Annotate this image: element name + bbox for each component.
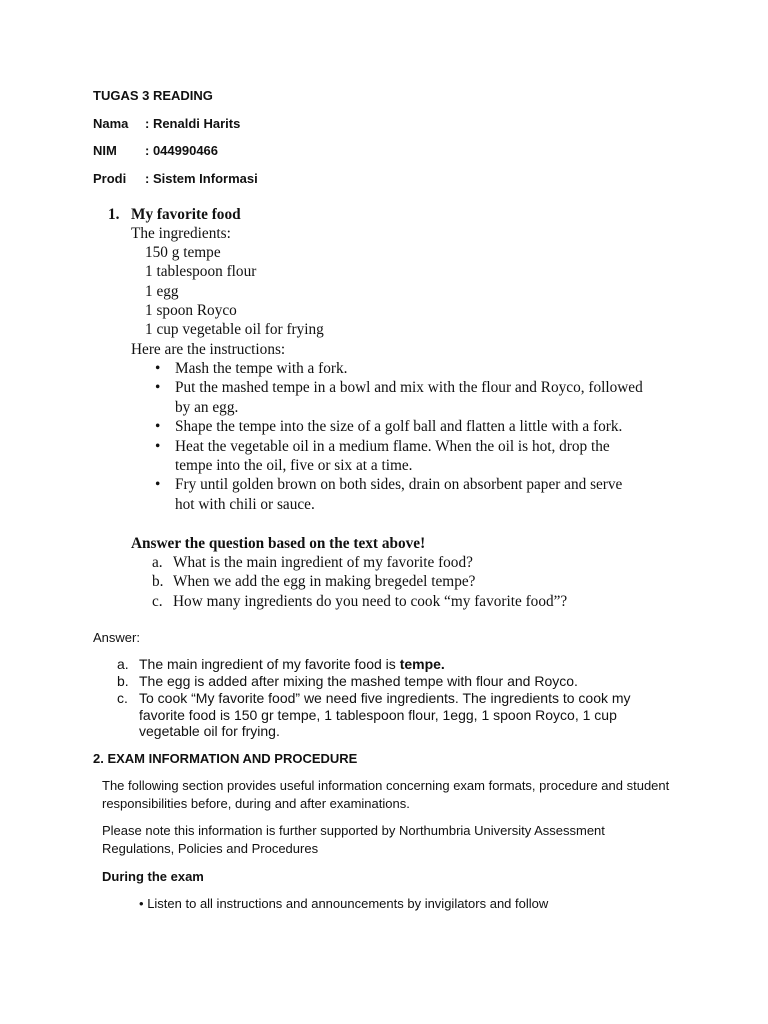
during-exam-text: Listen to all instructions and announcements by invigilators and follow (147, 896, 549, 911)
during-exam-item (139, 895, 548, 913)
question-heading: Answer the question based on the text above! (131, 535, 426, 552)
ingredient-item: 1 cup vegetable oil for frying (145, 321, 324, 338)
bullet-icon: • (155, 360, 161, 377)
bullet-icon: • (139, 896, 144, 911)
instruction-item (155, 417, 655, 436)
nim-label: NIM (93, 143, 117, 158)
instructions-list (155, 359, 655, 514)
exam-paragraph: Please note this information is further supported by Northumbria University Assessment Regulations, Policies and Procedures (102, 823, 605, 856)
name-label: Nama (93, 116, 129, 131)
ingredient-item: 1 spoon Royco (145, 302, 237, 319)
answer-heading: Answer: (93, 630, 140, 645)
instruction-item (155, 378, 645, 417)
answer-a-text: The main ingredient of my favorite food is (139, 656, 400, 672)
ingredients-heading: The ingredients: (131, 225, 231, 242)
answer-text: To cook “My favorite food” we need five ingredients. The ingredients to cook my favorite food is 150 gr tempe, 1 tablespoon flour, 1egg, 1 spoon Royco, 1 cup vegetable oil for frying. (139, 690, 631, 739)
prodi-row (93, 171, 258, 186)
prodi-label: Prodi (93, 171, 127, 186)
bullet-icon: • (155, 437, 161, 455)
answer-text: The egg is added after mixing the mashed tempe with flour and Royco. (139, 673, 578, 689)
ingredient-item: 1 tablespoon flour (145, 263, 257, 280)
question-text: What is the main ingredient of my favorite food? (173, 554, 473, 571)
question-text: When we add the egg in making bregedel tempe? (173, 573, 476, 590)
nim-row (93, 143, 218, 158)
answer-text (139, 656, 637, 673)
answer-a-bold: tempe. (399, 656, 445, 672)
prodi-value: : Sistem Informasi (145, 171, 258, 186)
answer-label: c. (117, 690, 128, 706)
during-exam-heading: During the exam (102, 869, 204, 884)
answer-label: b. (117, 673, 129, 689)
recipe-title: My favorite food (131, 206, 241, 223)
instruction-text: Fry until golden brown on both sides, drain on absorbent paper and serve hot with chili or sauce. (175, 476, 623, 513)
instruction-text: Shape the tempe into the size of a golf ball and flatten a little with a fork. (175, 418, 623, 436)
answer-item (117, 656, 637, 673)
question-label: a. (152, 554, 163, 571)
instruction-text: Heat the vegetable oil in a medium flame. When the oil is hot, drop the tempe into the oil, five or six at a time. (175, 437, 610, 475)
instruction-text: Put the mashed tempe in a bowl and mix with the flour and Royco, followed by an egg. (175, 379, 643, 416)
instruction-item (155, 359, 655, 378)
instructions-heading: Here are the instructions: (131, 341, 286, 358)
instruction-text: Mash the tempe with a fork. (175, 360, 348, 377)
recipe-number: 1. (108, 206, 120, 223)
instruction-item (155, 475, 645, 514)
answer-item (117, 673, 637, 690)
answer-item (117, 690, 641, 740)
nim-value: : 044990466 (145, 143, 219, 158)
ingredient-item: 1 egg (145, 283, 179, 300)
document-title: TUGAS 3 READING (93, 88, 213, 103)
question-label: b. (152, 573, 164, 590)
question-label: c. (152, 593, 163, 610)
answer-label: a. (117, 656, 129, 672)
bullet-icon: • (155, 379, 161, 397)
instruction-item (155, 437, 615, 476)
exam-paragraph: The following section provides useful information concerning exam formats, procedure and student responsibilities before, during and after examinations. (102, 778, 670, 811)
exam-heading: 2. EXAM INFORMATION AND PROCEDURE (93, 751, 358, 766)
bullet-icon: • (155, 418, 161, 436)
question-text: How many ingredients do you need to cook “my favorite food”? (173, 593, 568, 610)
bullet-icon: • (155, 476, 161, 494)
ingredient-item: 150 g tempe (145, 244, 221, 261)
name-row (93, 116, 240, 131)
name-value: : Renaldi Harits (145, 116, 241, 131)
